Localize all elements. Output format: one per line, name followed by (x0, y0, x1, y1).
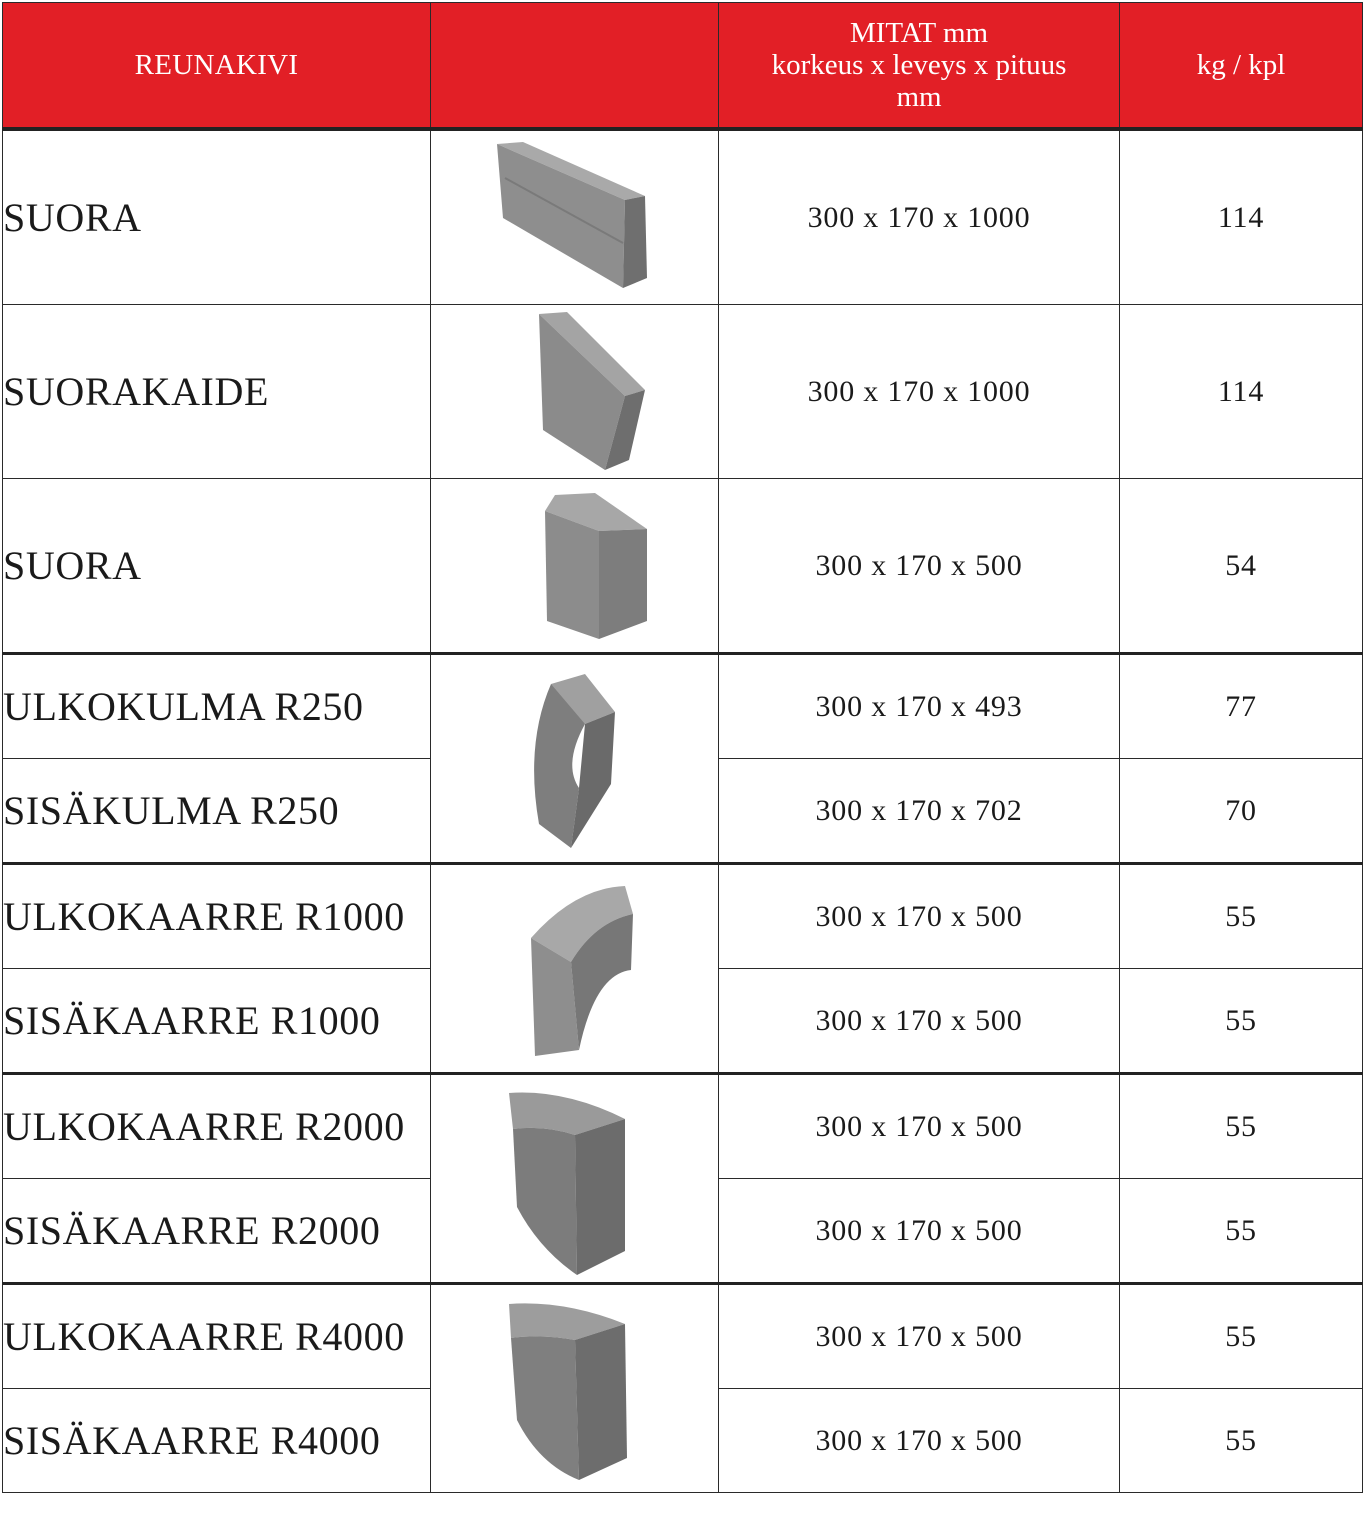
product-weight: 114 (1120, 305, 1363, 479)
product-image-cell (431, 479, 719, 654)
product-weight: 55 (1120, 1284, 1363, 1389)
table-row (3, 1284, 1363, 1389)
product-name: SISÄKAARRE R1000 (3, 969, 431, 1074)
product-dimensions: 300 x 170 x 493 (719, 654, 1120, 759)
product-dimensions: 300 x 170 x 500 (719, 1284, 1120, 1389)
table-row (3, 1074, 1363, 1179)
product-weight: 54 (1120, 479, 1363, 654)
product-image-cell (431, 305, 719, 479)
product-name: SISÄKAARRE R4000 (3, 1389, 431, 1493)
product-name: SUORA (3, 129, 431, 305)
product-dimensions: 300 x 170 x 500 (719, 479, 1120, 654)
product-dimensions: 300 x 170 x 500 (719, 1389, 1120, 1493)
product-dimensions: 300 x 170 x 702 (719, 759, 1120, 864)
product-dimensions: 300 x 170 x 1000 (719, 305, 1120, 479)
table-row (3, 864, 1363, 969)
product-image-cell (431, 1284, 719, 1493)
straight-curb-short-icon (475, 491, 675, 641)
product-weight: 55 (1120, 969, 1363, 1074)
arc-curb-r4000-icon (475, 1294, 675, 1484)
arc-curb-r2000-icon (475, 1079, 675, 1279)
product-weight: 70 (1120, 759, 1363, 864)
product-name: ULKOKAARRE R2000 (3, 1074, 431, 1179)
product-weight: 55 (1120, 1389, 1363, 1493)
product-name: SUORAKAIDE (3, 305, 431, 479)
product-weight: 55 (1120, 1074, 1363, 1179)
product-dimensions: 300 x 170 x 500 (719, 969, 1120, 1074)
table-header-row (3, 3, 1363, 130)
product-name: SISÄKAARRE R2000 (3, 1179, 431, 1284)
product-weight: 77 (1120, 654, 1363, 759)
header-dims-line3: mm (896, 81, 942, 113)
product-dimensions: 300 x 170 x 500 (719, 1179, 1120, 1284)
product-dimensions: 300 x 170 x 500 (719, 1074, 1120, 1179)
product-image-cell (431, 129, 719, 305)
header-dims-line1: MITAT mm (849, 17, 989, 49)
product-image-cell (431, 864, 719, 1074)
product-dimensions: 300 x 170 x 1000 (719, 129, 1120, 305)
table-row (3, 305, 1363, 479)
product-weight: 55 (1120, 1179, 1363, 1284)
table-row (3, 654, 1363, 759)
product-image-cell (431, 1074, 719, 1284)
header-image (431, 3, 719, 130)
product-name: ULKOKAARRE R1000 (3, 864, 431, 969)
straight-curb-long-icon (475, 138, 675, 298)
arc-curb-r1000-icon (475, 874, 675, 1064)
header-reunakivi: REUNAKIVI (3, 3, 431, 130)
product-weight: 114 (1120, 129, 1363, 305)
header-weight: kg / kpl (1120, 3, 1363, 130)
corner-curb-r250-icon (475, 664, 675, 854)
product-name: SUORA (3, 479, 431, 654)
product-name: SISÄKULMA R250 (3, 759, 431, 864)
product-dimensions: 300 x 170 x 500 (719, 864, 1120, 969)
product-name: ULKOKAARRE R4000 (3, 1284, 431, 1389)
table-row (3, 129, 1363, 305)
product-image-cell (431, 654, 719, 864)
straight-railing-curb-icon (475, 310, 675, 474)
product-weight: 55 (1120, 864, 1363, 969)
curb-stone-table (2, 2, 1363, 1493)
header-dims-line2: korkeus x leveys x pituus (771, 49, 1067, 81)
table-row (3, 479, 1363, 654)
product-name: ULKOKULMA R250 (3, 654, 431, 759)
header-dimensions (719, 3, 1120, 130)
